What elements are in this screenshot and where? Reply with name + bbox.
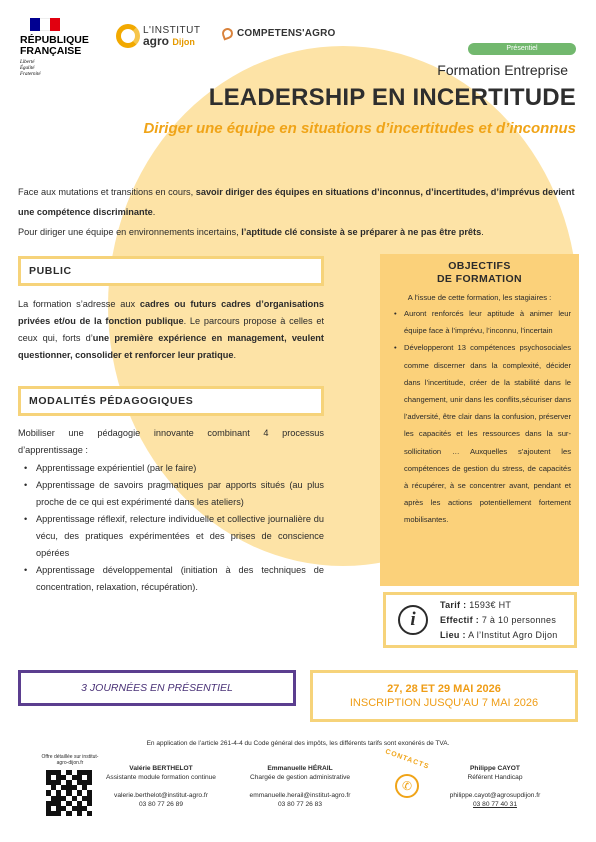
list-item: • Auront renforcés leur aptitude à animer leur équipe face à l’imprévu, l’inconnu, l’incertain	[388, 305, 571, 339]
contacts-badge	[384, 748, 431, 810]
tarif-label: Tarif :	[440, 599, 467, 610]
competens-name: COMPETENS'AGRO	[237, 28, 336, 39]
modalites-list	[22, 460, 324, 596]
list-item: • Apprentissage réflexif, relecture individuelle et collective journalière du vécu, des pratiques expérimentées et des prises de conscience opérées	[22, 511, 324, 562]
duration-box: 3 JOURNÉES EN PRÉSENTIEL	[18, 670, 296, 706]
modalites-heading-box	[18, 386, 324, 416]
list-item: • Apprentissage expérientiel (par le faire)	[22, 460, 324, 477]
marianne-flag-icon	[30, 18, 60, 31]
modalites-intro: Mobiliser une pédagogie innovante combinant 4 processus d’apprentissage :	[18, 428, 324, 455]
intro-text: Face aux mutations et transitions en cours, savoir diriger des équipes en situations d’inconnus, d’incertitudes, d’imprévus devient une compétence discriminante. Pour diriger une équipe en environnements incertains, l’aptitude clé consiste à se préparer à ne pas être prêts.	[18, 187, 575, 237]
qr-code[interactable]	[46, 770, 92, 816]
contact-herail: Emmanuelle HÉRAIL Chargée de gestion administrative emmanuelle.herail@institut-agro.fr 03 80 77 26 83	[238, 764, 362, 809]
list-item: • Apprentissage de savoirs pragmatiques par apports situés (au plus proche de ce qui est expérimenté dans les ateliers)	[22, 477, 324, 511]
session-dates: 27, 28 ET 29 MAI 2026	[387, 683, 501, 695]
republique-francaise-logo	[20, 18, 100, 78]
objectifs-list	[388, 305, 571, 529]
practical-info-box	[383, 592, 577, 648]
institut-agro-dijon-logo	[116, 24, 200, 48]
contact-phone[interactable]: 03 80 77 26 83	[278, 801, 322, 808]
rf-motto: Liberté Égalité Fraternité	[20, 60, 41, 77]
rf-line1: RÉPUBLIQUE	[20, 34, 89, 46]
qr-caption: Offre détaillée sur institut-agro-dijon.fr	[41, 754, 99, 766]
contact-email[interactable]: philippe.cayot@agrosupdijon.fr	[449, 792, 541, 799]
contacts-label: CONTACTS	[384, 748, 431, 771]
info-icon: i	[398, 605, 428, 635]
public-heading-box	[18, 256, 324, 286]
lieu-label: Lieu :	[440, 629, 466, 640]
phone-icon: ✆	[395, 774, 419, 798]
contact-email[interactable]: valerie.berthelot@institut-agro.fr	[114, 792, 208, 799]
institut-dijon: Dijon	[172, 36, 195, 47]
contact-email[interactable]: emmanuelle.herail@institut-agro.fr	[249, 792, 351, 799]
effectif-value: 7 à 10 personnes	[481, 614, 557, 625]
list-item: • Apprentissage développemental (initiation à des techniques de concentration, relaxation, récupération).	[22, 562, 324, 596]
dates-box	[310, 670, 578, 722]
tarif-value: 1593€ HT	[469, 599, 512, 610]
objectifs-panel	[380, 254, 579, 586]
lieu-value: A l’Institut Agro Dijon	[468, 629, 558, 640]
rf-line2: FRANÇAISE	[20, 45, 82, 57]
contact-cayot: Philippe CAYOT Référent Handicap philippe.cayot@agrosupdijon.fr 03 80 77 40 31	[440, 764, 550, 809]
page-title: LEADERSHIP EN INCERTITUDE	[208, 84, 576, 111]
competens-agro-logo	[222, 28, 336, 39]
list-item: • Développeront 13 compétences psychosociales comme discerner dans la complexité, décider dans l’incertitude, créer de la stabilité dans le changement, unir dans les conflits,sécuriser dans l’adversité, être clair dans la confusion, préserver les capacités et les ressources dans la sur-sollicitation … Auxquelles s’ajoutent les compétences de gestion du stress, de capacités à récupérer, à se concentrer avant, pendant et après les actions potentiellement fortement mobilisantes.	[388, 339, 571, 528]
contact-phone[interactable]: 03 80 77 26 89	[139, 801, 183, 808]
contact-phone[interactable]: 03 80 77 40 31	[473, 801, 517, 808]
kicker: Formation Entreprise	[437, 62, 568, 78]
contact-berthelot: Valérie BERTHELOT Assistante module formation continue valerie.berthelot@institut-agro.fr 03 80 77 26 89	[104, 764, 218, 809]
institut-agro-mark-icon	[116, 24, 140, 48]
page-subtitle: Diriger une équipe en situations d’incertitudes et d’inconnus	[143, 120, 576, 137]
institut-line1: L'INSTITUT	[143, 24, 201, 36]
legal-notice: En application de l’article 261-4-4 du Code général des impôts, les différents tarifs sont exonérés de TVA.	[146, 740, 450, 747]
modalites-heading: MODALITÉS PÉDAGOGIQUES	[29, 395, 194, 407]
objectifs-heading: OBJECTIFS DE FORMATION	[436, 260, 523, 285]
format-badge: Présentiel	[468, 43, 576, 55]
competens-leaf-icon	[220, 26, 234, 40]
institut-agro: agro	[143, 33, 170, 48]
objectifs-intro: A l’issue de cette formation, les stagiaires :	[407, 293, 552, 302]
public-text: La formation s’adresse aux cadres ou futurs cadres d’organisations privées et/ou de la fonction publique. Le parcours propose à celles et ceux qui, forts d’une première expérience en management, veulent questionner, consolider et renforcer leur pratique.	[18, 299, 324, 360]
registration-deadline: INSCRIPTION JUSQU’AU 7 MAI 2026	[349, 697, 539, 709]
effectif-label: Effectif :	[440, 614, 479, 625]
public-heading: PUBLIC	[29, 265, 72, 277]
